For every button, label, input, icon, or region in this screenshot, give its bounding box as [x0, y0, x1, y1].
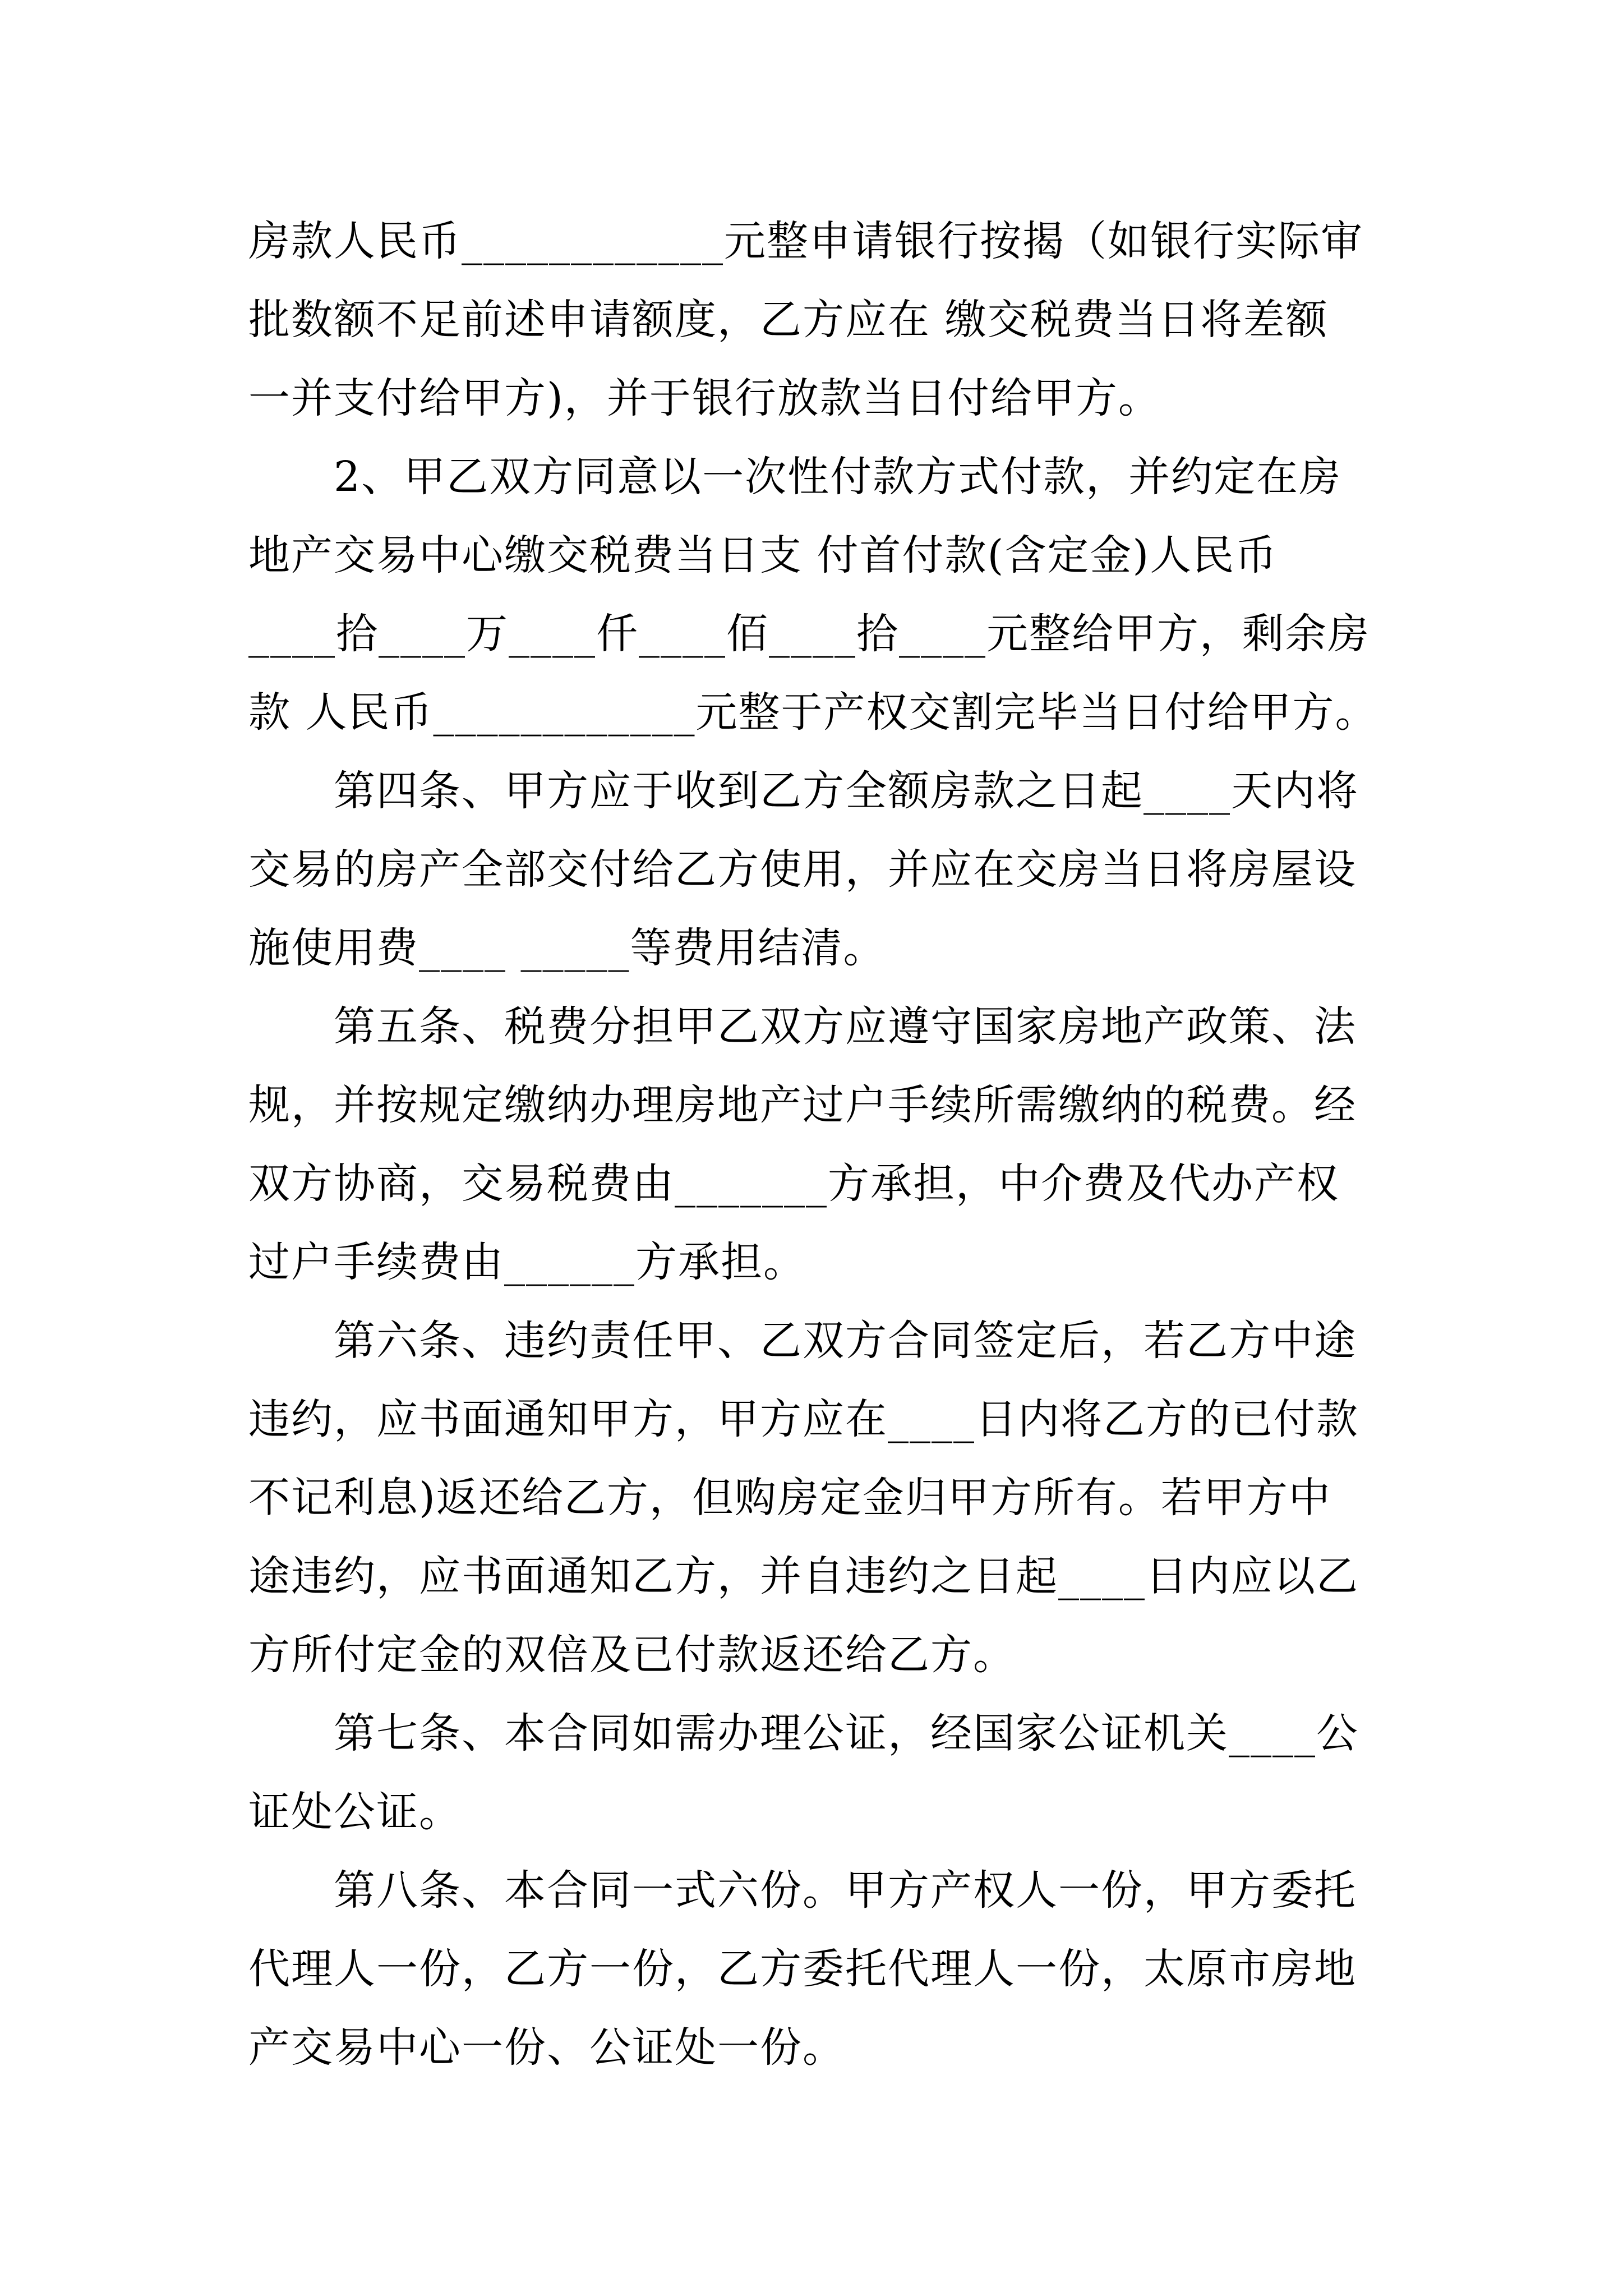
text-line: 过户手续费由______方承担。	[248, 1238, 806, 1286]
text-line: 产交易中心一份、公证处一份。	[248, 2023, 845, 2072]
text-line: 2、甲乙双方同意以一次性付款方式付款，并约定在房	[248, 453, 1342, 501]
text-line: 方所付定金的双倍及已付款返还给乙方。	[248, 1631, 1016, 1679]
text-line: 违约，应书面通知甲方，甲方应在____日内将乙方的已付款	[248, 1395, 1359, 1443]
text-line: 第五条、税费分担甲乙双方应遵守国家房地产政策、法	[248, 1002, 1357, 1051]
text-line: 批数额不足前述申请额度，乙方应在 缴交税费当日将差额	[248, 296, 1329, 344]
text-line: 不记利息)返还给乙方，但购房定金归甲方所有。若甲方中	[248, 1474, 1331, 1522]
text-line: 双方协商，交易税费由_______方承担，中介费及代办产权	[248, 1159, 1339, 1208]
text-line: 代理人一份，乙方一份，乙方委托代理人一份，太原市房地	[248, 1945, 1357, 1993]
text-line: 规，并按规定缴纳办理房地产过户手续所需缴纳的税费。经	[248, 1081, 1357, 1129]
text-line: 交易的房产全部交付给乙方使用，并应在交房当日将房屋设	[248, 845, 1357, 894]
text-line: 房款人民币____________元整申请银行按揭（如银行实际审	[248, 217, 1363, 265]
text-line: ____拾____万____仟____佰____拾____元整给甲方，剩余房	[248, 610, 1370, 658]
text-line: 一并支付给甲方)，并于银行放款当日付给甲方。	[248, 374, 1161, 422]
text-line: 第七条、本合同如需办理公证，经国家公证机关____公	[248, 1709, 1359, 1757]
text-line: 第六条、违约责任甲、乙双方合同签定后，若乙方中途	[248, 1317, 1357, 1365]
text-line: 证处公证。	[248, 1788, 462, 1836]
text-line: 施使用费____ _____等费用结清。	[248, 924, 886, 972]
text-line: 第四条、甲方应于收到乙方全额房款之日起____天内将	[248, 767, 1359, 815]
text-line: 途违约，应书面通知乙方，并自违约之日起____日内应以乙	[248, 1552, 1359, 1600]
text-line: 地产交易中心缴交税费当日支 付首付款(含定金)人民币	[248, 531, 1278, 579]
text-line: 第八条、本合同一式六份。甲方产权人一份，甲方委托	[248, 1866, 1357, 1915]
text-line: 款 人民币____________元整于产权交割完毕当日付给甲方。	[248, 688, 1378, 737]
